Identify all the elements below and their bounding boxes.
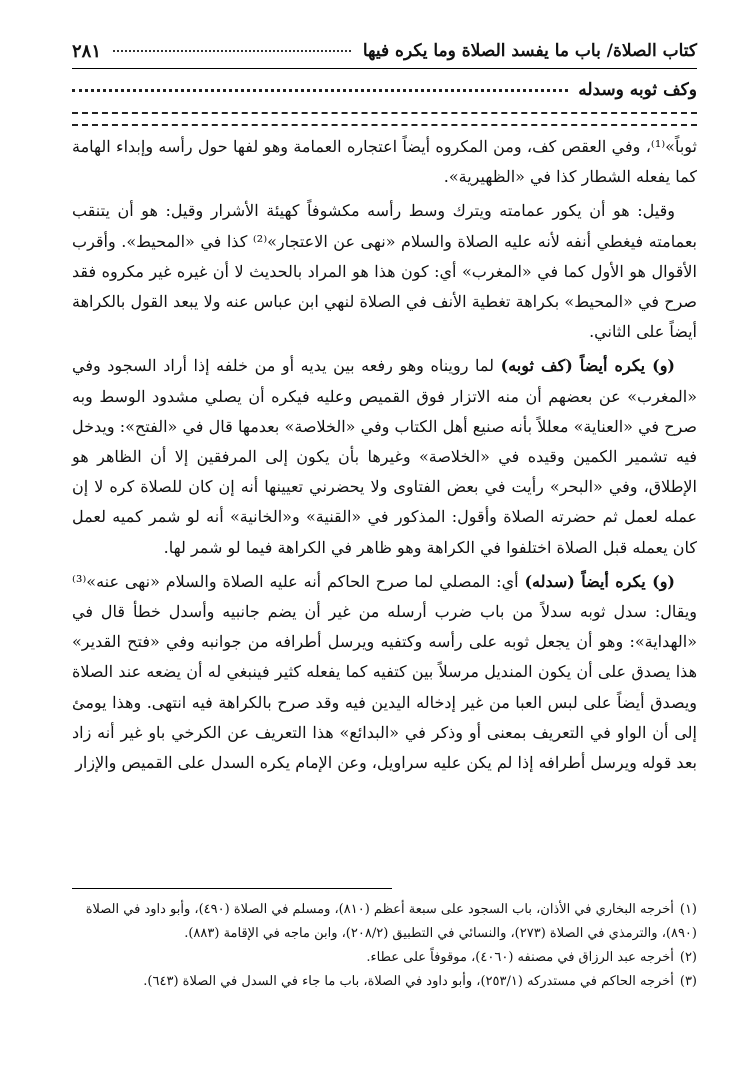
footnote-3-number: (٣) bbox=[679, 974, 697, 989]
footnote-2-text: أخرجه عبد الرزاق في مصنفه (٤٠٦٠)، موقوفاً على عطاء. bbox=[366, 950, 674, 965]
paragraph-4-lead: (و) يكره أيضاً (سدله) bbox=[524, 571, 675, 591]
footnote-2-number: (٢) bbox=[679, 950, 697, 965]
paragraph-3-lead: (و) يكره أيضاً (كف ثوبه) bbox=[500, 356, 675, 376]
paragraph-3-text: لما رويناه وهو رفعه بين يديه أو من خلفه إذا أراد السجود وفي «المغرب» عن بعضهم أن منه الاتزار فوق القميص وعليه فيكره أن يصلي مشدود الوسط وبه صرح في «العناية» معللاً بأنه صنيع أهل الكتاب وفي «الخلاصة» بعدمها قال في «الفتح»: ويدخل فيه تشمير الكمين وقيده في «الخلاصة» وغيرها بأن يكون إلى المرفقين إلا أن الظاهر هو الإطلاق، وفي «البحر» رأيت في بعض الفتاوى ولا يحضرني تعيينها أنه إن كان للصلاة كره لا إن عمله لعمل ثم حضرته الصلاة وأقول: المذكور في «القنية» و«الخانية» أنه لو شمر كميه لعمل كان يعمله قبل الصلاة اختلفوا في الكراهة وهو ظاهر في الكراهة فيما لو شمر لها. bbox=[72, 356, 698, 557]
footnote-1-number: (١) bbox=[679, 902, 697, 917]
running-header bbox=[72, 36, 697, 66]
header-title: كتاب الصلاة/ باب ما يفسد الصلاة وما يكره فيها bbox=[362, 41, 697, 61]
footnote-1-text: أخرجه البخاري في الأذان، باب السجود على سبعة أعظم (٨١٠)، ومسلم في الصلاة (٤٩٠)، وأبو داود في الصلاة (٨٩٠)، والترمذي في الصلاة (٢٧٣)، والنسائي في التطبيق (٢٠٨/٢)، وابن ماجه في الإقامة (٨٨٣). bbox=[85, 902, 697, 941]
page-number: ٢٨١ bbox=[72, 40, 102, 62]
section-heading: وكف ثوبه وسدله bbox=[578, 80, 697, 100]
paragraph-4-text: أي: المصلي لما صرح الحاكم أنه عليه الصلاة والسلام «نهى عنه»⁽³⁾ ويقال: سدل ثوبه سدلاً من باب ضرب أرسله من غير أن يضم جانبيه وأسدل خطأ قال في «الهداية»: وهو أن يجعل ثوبه على رأسه وكتفيه ويرسل أطرافه من جوانبه وفي «فتح القدير» هذا يصدق على أن يكون المنديل مرسلاً بين كتفيه كما يفعله كثير فينبغي له أن يضعه عند الصلاة ويصدق أيضاً على لبس العبا من غير إدخاله اليدين فيه وقد صرح بالكراهة فيه انتهى. وهذا يومئ إلى أن الواو في التعريف بمعنى أو وذكر في «البدائع» هذا التعريف عن الكرخي باو غير أنه زاد بعد قوله ويرسل أطرافه إذا لم يكن عليه سراويل، وعن الإمام يكره السدل على القميص والإزار bbox=[72, 571, 697, 773]
footnote-3-text: أخرجه الحاكم في مستدركه (٢٥٣/١)، وأبو داود في الصلاة، باب ما جاء في السدل في الصلاة (٦٤٣). bbox=[143, 974, 674, 989]
dashed-separator-bottom bbox=[72, 124, 697, 126]
footnote-3 bbox=[72, 970, 697, 994]
main-text bbox=[72, 132, 697, 782]
dashed-separator-top bbox=[72, 112, 697, 114]
section-heading-row bbox=[72, 80, 697, 100]
header-leader-dots bbox=[113, 50, 351, 52]
footnote-2 bbox=[72, 946, 697, 970]
footnotes bbox=[72, 898, 697, 994]
paragraph-3 bbox=[72, 351, 697, 562]
footnote-1 bbox=[72, 898, 697, 946]
footnote-rule bbox=[72, 888, 392, 889]
header-rule bbox=[72, 68, 697, 69]
section-leader-dots bbox=[72, 89, 568, 92]
paragraph-1: ثوباً»⁽¹⁾، وفي العقص كف، ومن المكروه أيضاً اعتجاره العمامة وهو لفها حول رأسه وإبداء الهامة كما يفعله الشطار كذا في «الظهيرية». bbox=[72, 137, 697, 187]
paragraph-4 bbox=[72, 567, 697, 778]
paragraph-2: وقيل: هو أن يكور عمامته ويترك وسط رأسه مكشوفاً كهيئة الأشرار وقيل: هو أن يتنقب بعمامته فيغطي أنفه لأنه عليه الصلاة والسلام «نهى عن الاعتجار»⁽²⁾ كذا في «المحيط». وأقرب الأقوال هو الأول كما في «المغرب» أي: كون هذا هو المراد بالحديث لا أن غيره غير مكروه فقد صرح في «المحيط» بكراهة تغطية الأنف في الصلاة لنهي ابن عباس عنه ولا يبعد القول بالكراهة أيضاً على الثاني. bbox=[72, 201, 697, 342]
